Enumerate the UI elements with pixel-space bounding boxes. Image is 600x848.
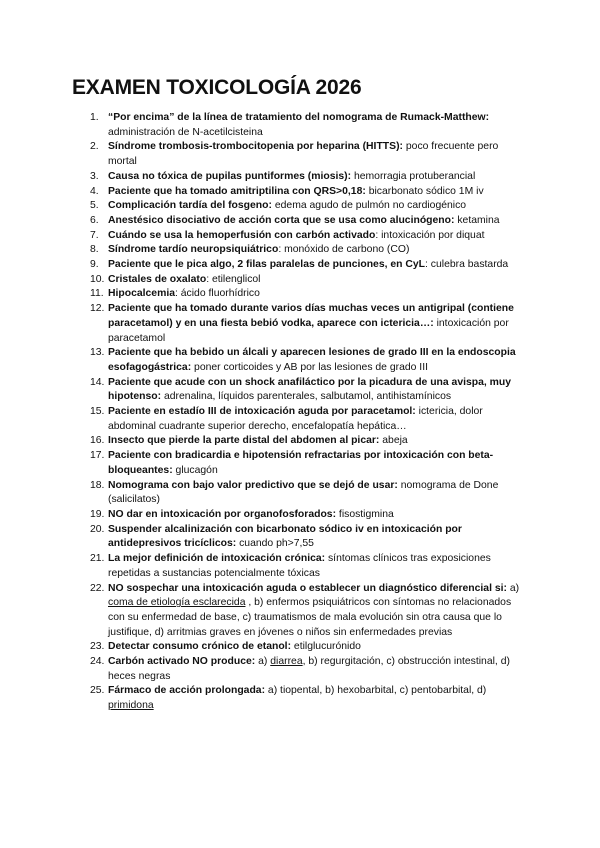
answer-text: : intoxicación por diquat [375,229,485,241]
question-number: 5. [90,200,99,212]
question-number: 3. [90,170,99,182]
question-number: 14. [90,376,105,388]
question-item [90,185,530,200]
question-item [90,640,530,655]
question-text: Insecto que pierde la parte distal del abdomen al picar: [108,435,380,447]
answer-underlined: primidona [108,700,154,712]
question-item [90,302,530,346]
question-text: Carbón activado NO produce: [108,656,256,668]
question-item [90,479,530,508]
question-text: Complicación tardía del fosgeno: [108,200,272,212]
question-number: 22. [90,582,105,594]
question-item [90,449,530,478]
question-item [90,199,530,214]
answer-text: ictericia, dolor abdominal cuadrante superior derecho, encefalopatía hepática… [108,406,483,432]
question-number: 13. [90,347,105,359]
answer-text: : culebra bastarda [425,259,509,271]
question-text: Causa no tóxica de pupilas puntiformes (miosis): [108,170,352,182]
answer-text: poco frecuente pero mortal [108,141,499,168]
answer-text: nomograma de Done (salicilatos) [108,479,499,506]
question-item [90,140,530,169]
question-item [90,258,530,273]
question-text: Paciente que ha tomado durante varios días muchas veces un antigripal (contiene paracetamol) y en una fiesta bebió vodka, aparece con ictericia…: [108,303,514,329]
question-number: 20. [90,523,105,535]
question-text: NO dar en intoxicación por organofosforados: [108,508,337,520]
answer-text: : monóxido de carbono (CO) [278,244,410,256]
question-number: 11. [90,288,104,300]
answer-text: a) [255,656,271,668]
question-item [90,523,530,552]
question-number: 18. [90,479,105,491]
answer-text: abeja [379,435,408,447]
answer-text: etilglucurónido [291,641,361,653]
question-text: Suspender alcalinización con bicarbonato sódico iv en intoxicación por antidepresivos tricíclicos: [108,523,462,550]
question-number: 25. [90,685,105,697]
question-item [90,273,530,288]
question-number: 10. [90,273,105,285]
question-text: Cuándo se usa la hemoperfusión con carbón activado [108,229,376,241]
question-item [90,346,530,375]
question-item [90,214,530,229]
question-number: 17. [90,450,105,462]
question-number: 21. [90,553,105,565]
question-number: 15. [90,406,105,418]
question-text: Cristales de oxalato [108,273,207,285]
answer-underlined: diarrea [270,656,303,668]
question-number: 4. [90,185,99,197]
question-item [90,552,530,581]
question-text: NO sospechar una intoxicación aguda o establecer un diagnóstico diferencial si: [108,582,507,594]
question-item [90,434,530,449]
question-item [90,376,530,405]
question-item [90,405,530,434]
question-item [90,229,530,244]
question-item [90,170,530,185]
answer-text: a) tiopental, b) hexobarbital, c) pentobarbital, d) [265,685,487,697]
question-number: 8. [90,244,99,256]
question-item [90,508,530,523]
question-number: 1. [90,112,99,123]
question-text: Hipocalcemia [108,288,175,300]
answer-text: edema agudo de pulmón no cardiogénico [271,200,467,212]
question-item [90,655,530,684]
answer-text: : etilenglicol [206,273,261,285]
question-text: Paciente que ha tomado amitriptilina con QRS>0,18: [108,185,366,197]
question-number: 16. [90,435,105,447]
question-text: Detectar consumo crónico de etanol: [108,641,292,653]
question-item [90,582,530,641]
answer-text: ketamina [454,214,500,226]
question-number: 23. [90,641,105,653]
answer-text: a) [506,582,520,594]
answer-text: , b) regurgitación, c) obstrucción intestinal, d) heces negras [108,656,510,682]
question-list [90,111,530,714]
answer-text: fisostigmina [336,508,394,520]
question-text: La mejor definición de intoxicación crónica: [108,553,326,565]
question-number: 24. [90,656,105,668]
answer-text: hemorragia protuberancial [351,170,476,182]
question-item [90,287,530,302]
question-text: “Por encima” de la línea de tratamiento del nomograma de Rumack-Matthew: [108,112,490,123]
question-number: 2. [90,141,99,153]
answer-text: : ácido fluorhídrico [175,288,260,300]
question-text: Paciente que ha bebido un álcali y aparecen lesiones de grado III en la endoscopia esofagogástrica: [108,347,516,373]
answer-text: adrenalina, líquidos parenterales, salbutamol, antihistamínicos [161,391,452,403]
question-number: 19. [90,508,105,520]
answer-text: administración de N-acetilcisteina [108,126,263,138]
question-text: Paciente en estadío III de intoxicación aguda por paracetamol: [108,406,416,418]
question-number: 6. [90,214,99,226]
answer-text: bicarbonato sódico 1M iv [365,185,484,197]
answer-text: intoxicación por paracetamol [108,317,509,344]
question-number: 9. [90,259,99,271]
question-text: Fármaco de acción prolongada: [108,685,266,697]
question-item [90,684,530,713]
question-number: 7. [90,229,99,241]
answer-text: poner corticoides y AB por las lesiones de grado III [191,361,428,373]
question-number: 12. [90,303,105,315]
answer-text: cuando ph>7,55 [236,538,314,550]
question-text: Anestésico disociativo de acción corta que se usa como alucinógeno: [108,214,455,226]
question-item [90,243,530,258]
question-text: Nomograma con bajo valor predictivo que se dejó de usar: [108,479,398,491]
answer-text: síntomas clínicos tras exposiciones repetidas a sustancias potencialmente tóxicas [108,553,491,579]
question-text: Síndrome tardío neuropsiquiátrico [108,244,279,256]
exam-title: EXAMEN TOXICOLOGÍA 2026 [72,76,362,99]
answer-text: , b) enfermos psiquiátricos con síntomas no relacionados con su enfermedad de base, c) traumatismos de mala evolución sin otra causa que lo justifique, d) arritmias graves en jóvenes o niños sin enfermedades previas [108,597,512,638]
answer-text: glucagón [172,464,218,476]
question-text: Paciente que acude con un shock anafiláctico por la picadura de una avispa, muy hipotenso: [108,376,512,403]
question-text: Paciente que le pica algo, 2 filas paralelas de punciones, en CyL [108,259,426,271]
answer-underlined: coma de etiología esclarecida [108,597,246,609]
question-text: Paciente con bradicardia e hipotensión refractarias por intoxicación con beta-bloqueantes: [108,450,494,476]
question-text: Síndrome trombosis-trombocitopenia por heparina (HITTS): [108,141,403,153]
question-item [90,111,530,140]
